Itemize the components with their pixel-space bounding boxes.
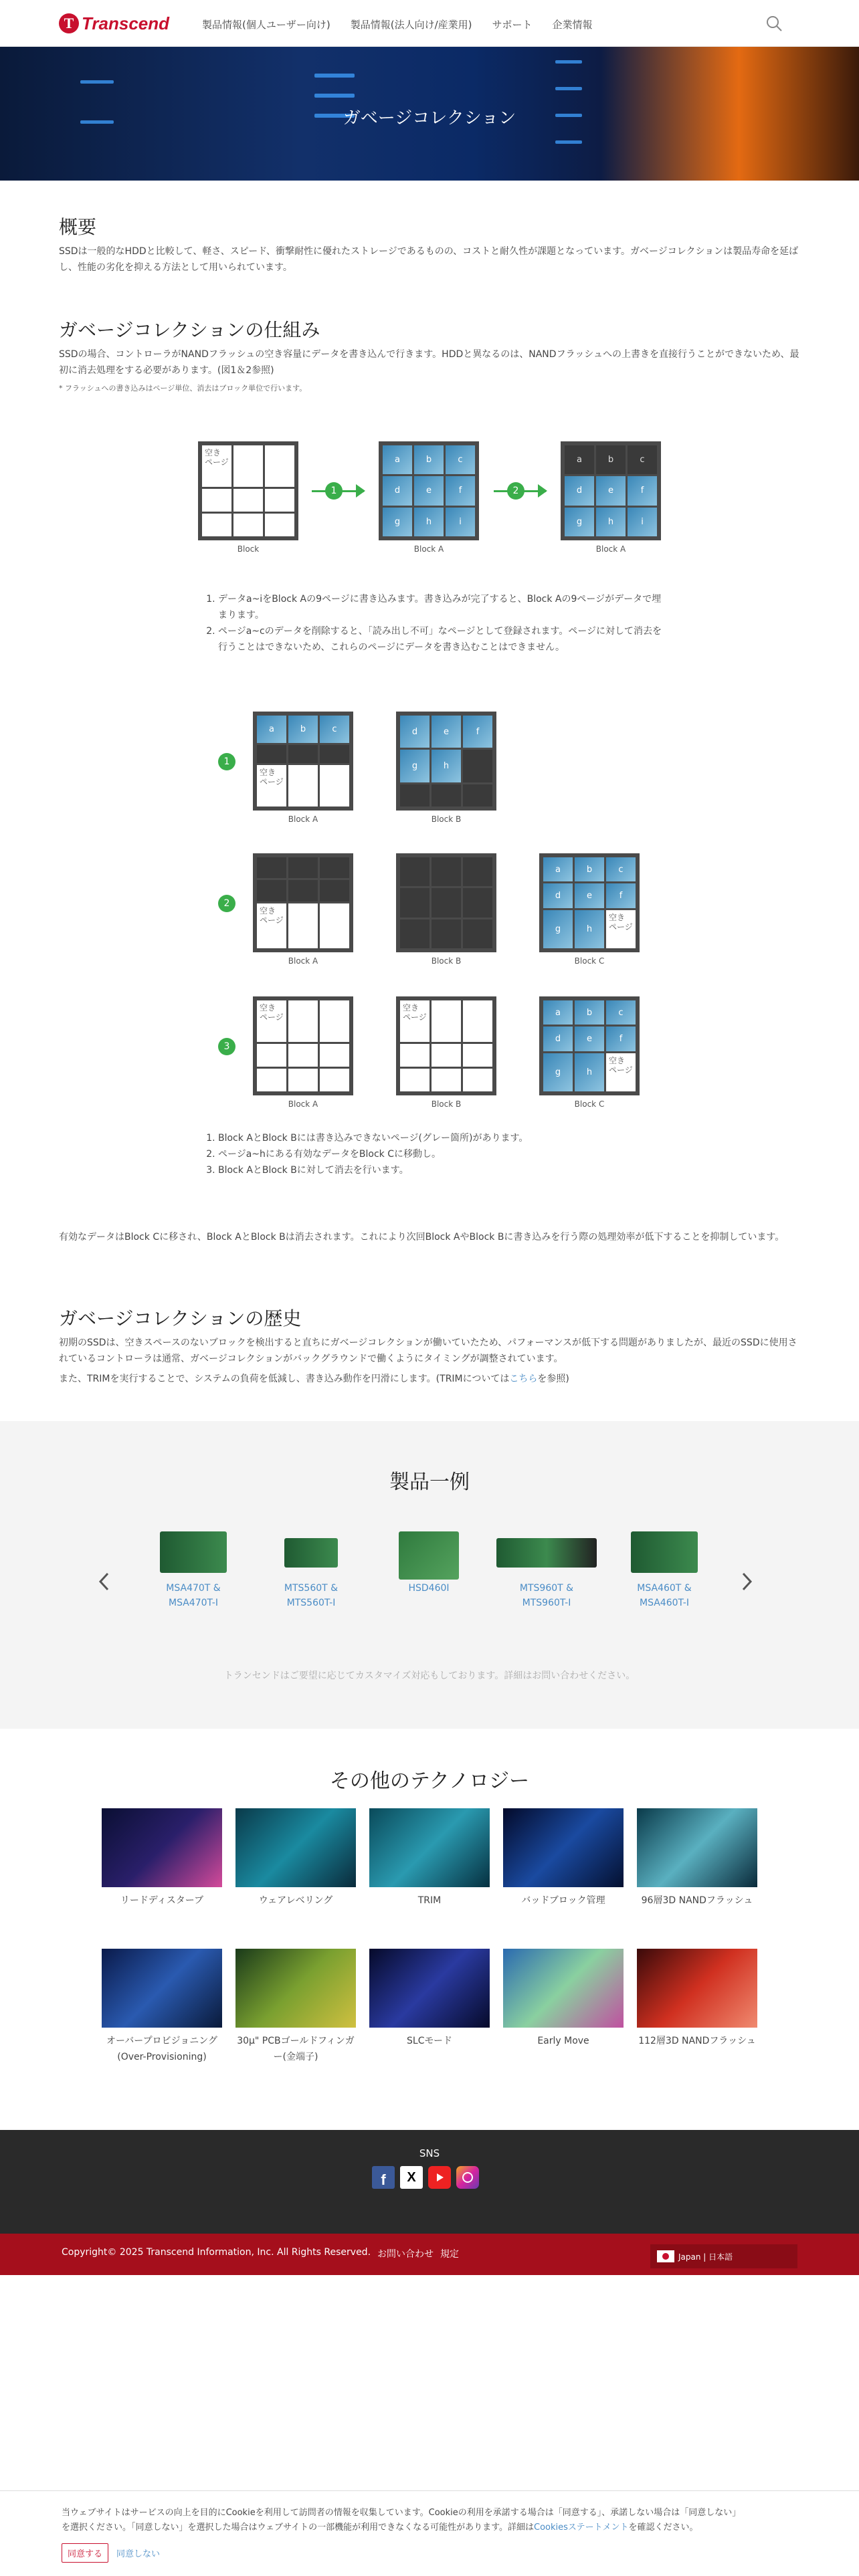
tech-image	[235, 1808, 356, 1887]
disagree-button[interactable]: 同意しない	[116, 2549, 161, 2559]
block-empty	[198, 441, 298, 540]
mechanism-note: * フラッシュへの書き込みはページ単位、消去はブロック単位で行います。	[59, 384, 307, 393]
block-a-label-2: Block A	[595, 544, 626, 554]
copyright: Copyright© 2025 Transcend Information, Inc. All Rights Reserved.	[62, 2247, 371, 2258]
tech-card[interactable]: リードディスターブ	[102, 1808, 222, 1909]
block-a-label: Block A	[413, 544, 444, 554]
block-b	[396, 853, 496, 952]
step-1-badge: 1	[218, 753, 235, 770]
tech-heading: その他のテクノロジー	[329, 1769, 530, 1793]
tech-card[interactable]: 30μ" PCBゴールドフィンガー(金端子)	[235, 1949, 356, 2065]
tech-card[interactable]: Early Move	[503, 1949, 624, 2049]
list-item: 3. Block AとBlock Bに対して消去を行います。	[218, 1162, 674, 1178]
mechanism-text: SSDの場合、コントローラがNANDフラッシュの空き容量にデータを書き込んで行きます。HDDと異なるのは、NANDフラッシュへの上書きを直接行うことができないため、最初に消去処理をする必要があります。(図1＆2参照)	[59, 349, 799, 376]
list-item: 1. データa~iをBlock Aの9ページに書き込みます。書き込みが完了すると、Block Aの9ページがデータで埋まります。	[218, 591, 668, 623]
cookie-banner	[0, 2490, 859, 2576]
empty-page-cell: 空き ページ	[202, 445, 231, 487]
menu-item-company[interactable]: 企業情報	[552, 19, 593, 31]
top-navbar	[0, 0, 859, 47]
tech-image	[369, 1949, 490, 2028]
product-card[interactable]: MSA470T & MSA470T-I	[143, 1531, 244, 1610]
steps-list-2	[206, 1130, 674, 1178]
search-icon[interactable]	[765, 15, 783, 32]
tech-card[interactable]: TRIM	[369, 1808, 490, 1909]
chevron-right-icon[interactable]	[740, 1572, 753, 1592]
tech-image	[369, 1808, 490, 1887]
terms-link[interactable]: 規定	[440, 2249, 460, 2260]
tech-image	[102, 1808, 222, 1887]
block-a: 空き ページ	[253, 853, 353, 952]
step-2-badge: 2	[218, 895, 235, 912]
brand-logo[interactable]: T Transcend	[59, 12, 169, 35]
block-c: a b c d e f g h 空き ページ	[539, 853, 640, 952]
trim-link[interactable]: こちら	[509, 1374, 538, 1384]
history-text: 初期のSSDは、空きスペースのないブロックを検出すると直ちにガベージコレクションが働いていたため、パフォーマンスが低下する問題がありましたが、最近のSSDに使用されているコントローラは通常、ガベージコレクションがバックグラウンドで働くようにタイミングが調整されています。	[59, 1337, 797, 1364]
overview-section	[59, 213, 800, 276]
history-section	[59, 1304, 800, 1387]
list-item: 2. ページa~cのデータを削除すると、「読み出し不可」なページとして登録されます。ページに対して消去を行うことはできないため、これらのページにデータを書き込むことはできません。	[218, 623, 668, 655]
tech-image	[503, 1949, 624, 2028]
product-image	[399, 1531, 459, 1580]
product-card[interactable]: MTS560T & MTS560T-I	[261, 1531, 361, 1610]
overview-text: SSDは一般的なHDDと比較して、軽さ、スピード、衝撃耐性に優れたストレージであるものの、コストと耐久性が課題となっています。ガベージコレクションは製品寿命を延ばし、性能の劣化を抑える方法として用いられています。	[59, 246, 799, 273]
tech-card[interactable]: 112層3D NANDフラッシュ	[637, 1949, 757, 2049]
locale-selector[interactable]: Japan | 日本語	[650, 2244, 797, 2268]
customize-note: トランセンドはご要望に応じてカスタマイズ対応もしております。詳細はお問い合わせください。	[223, 1671, 636, 1681]
step-2-badge: 2	[507, 482, 524, 500]
steps-list-1	[206, 591, 668, 655]
step-1-badge: 1	[325, 482, 343, 500]
agree-button[interactable]: 同意する	[62, 2543, 108, 2563]
product-image	[284, 1538, 338, 1568]
tech-image	[235, 1949, 356, 2028]
list-item: 2. ページa~hにある有効なデータをBlock Cに移動し。	[218, 1146, 674, 1162]
summary-text: 有効なデータはBlock Cに移され、Block AとBlock Bは消去されます。これにより次回Block AやBlock Bに書き込みを行う際の処理効率が低下することを抑制しています。	[59, 1232, 785, 1243]
list-item: 1. Block AとBlock Bには書き込みできないページ(グレー箇所)があります。	[218, 1130, 674, 1146]
cookie-text: 当ウェブサイトはサービスの向上を目的にCookieを利用して訪問者の情報を収集しています。Cookieの利用を承諾する場合は「同意する」、承諾しない場合は「同意しない」 を選択ください。「同意しない」を選択した場合はウェブサイトの一部機能が利用できなくなる可能性があります。詳細はCookiesステートメントを確認ください。	[62, 2508, 741, 2533]
tech-image	[637, 1808, 757, 1887]
block-c: a b c d e f g h 空き ページ	[539, 996, 640, 1095]
mechanism-section	[59, 316, 800, 393]
facebook-icon[interactable]: f	[372, 2166, 395, 2189]
page-title: ガベージコレクション	[343, 108, 516, 128]
contact-link[interactable]: お問い合わせ	[377, 2249, 434, 2260]
cookie-statement-link[interactable]: Cookiesステートメント	[534, 2523, 629, 2533]
product-image	[631, 1531, 698, 1573]
product-image	[496, 1538, 597, 1568]
block-a: a b c 空き ページ	[253, 712, 353, 811]
x-icon[interactable]: X	[400, 2166, 423, 2189]
menu-item-industrial[interactable]: 製品情報(法人向け/産業用)	[350, 19, 472, 31]
tech-card[interactable]: バッドブロック管理	[503, 1808, 624, 1909]
tech-image	[637, 1949, 757, 2028]
block-b: 空き ページ	[396, 996, 496, 1095]
history-heading: ガベージコレクションの歴史	[59, 1307, 302, 1329]
instagram-icon[interactable]	[456, 2166, 479, 2189]
mechanism-heading: ガベージコレクションの仕組み	[59, 319, 320, 341]
tech-image	[102, 1949, 222, 2028]
block-b: d e f g h	[396, 712, 496, 811]
tech-card[interactable]: オーバープロビジョニング (Over-Provisioning)	[102, 1949, 222, 2065]
sns-label: SNS	[419, 2147, 440, 2159]
block-a: 空き ページ	[253, 996, 353, 1095]
youtube-icon[interactable]	[428, 2166, 451, 2189]
main-menu	[202, 17, 593, 31]
menu-item-support[interactable]: サポート	[492, 19, 533, 31]
tech-card[interactable]: ウェアレベリング	[235, 1808, 356, 1909]
hero-banner	[0, 47, 859, 181]
history-trim-text: また、TRIMを実行することで、システムの負荷を低減し、書き込み動作を円滑にします。(TRIMについてはこちらを参照)	[59, 1374, 569, 1384]
product-card[interactable]: HSD460I	[379, 1531, 479, 1596]
product-image	[160, 1531, 227, 1573]
overview-heading: 概要	[59, 216, 97, 238]
block-a-invalid: a b c d e f g h i	[561, 441, 661, 540]
footer-bar	[0, 2234, 859, 2275]
product-card[interactable]: MTS960T & MTS960T-I	[496, 1531, 597, 1610]
tech-card[interactable]: 96層3D NANDフラッシュ	[637, 1808, 757, 1909]
menu-item-consumer[interactable]: 製品情報(個人ユーザー向け)	[202, 19, 330, 31]
tech-card[interactable]: SLCモード	[369, 1949, 490, 2049]
block-label: Block	[237, 544, 260, 554]
footer-social	[0, 2130, 859, 2234]
product-card[interactable]: MSA460T & MSA460T-I	[614, 1531, 714, 1610]
step-3-badge: 3	[218, 1038, 235, 1055]
chevron-left-icon[interactable]	[98, 1572, 111, 1592]
japan-flag-icon	[657, 2250, 674, 2262]
block-a-full: a b c d e f g h i	[379, 441, 479, 540]
tech-image	[503, 1808, 624, 1887]
products-heading: 製品一例	[389, 1471, 470, 1494]
